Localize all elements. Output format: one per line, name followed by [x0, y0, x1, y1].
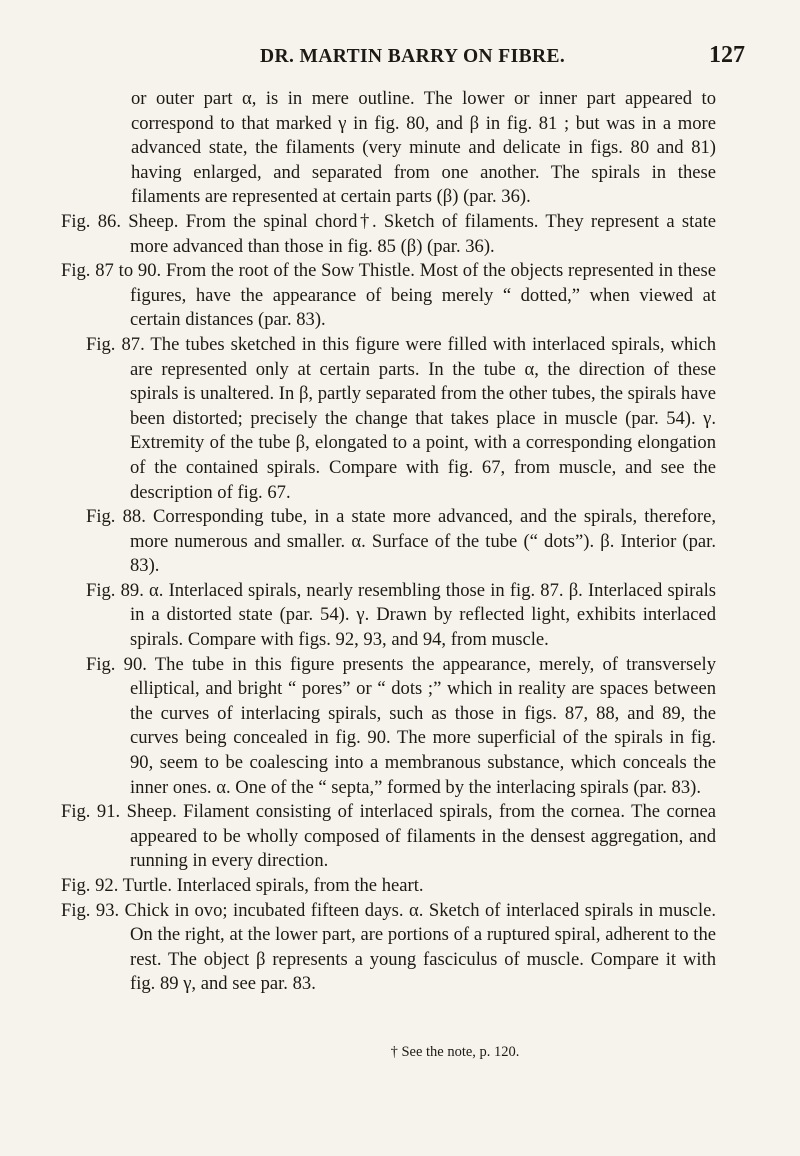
figure-entry-91	[0, 800, 800, 874]
figure-label: Fig. 86.	[61, 210, 121, 232]
figure-label: Fig. 87	[61, 260, 114, 282]
running-head: DR. MARTIN BARRY ON FIBRE.	[260, 46, 566, 67]
paragraph-text: Sheep. From the spinal chord†. Sketch of filaments. They represent a state more advanced than those in fig. 85 (β) (par. 36).	[121, 210, 716, 257]
footnote	[0, 1044, 800, 1061]
paragraph-text: Sheep. Filament consisting of interlaced spirals, from the cornea. The cornea appeared to be wholly composed of filaments in the densest aggregation, and running in every direction.	[120, 801, 717, 872]
figure-label: Fig. 92.	[61, 875, 119, 896]
page-header	[0, 42, 800, 72]
figure-entry-93	[0, 899, 800, 997]
page-number: 127	[709, 42, 745, 68]
paragraph-text: Chick in ovo; incubated fifteen days. α. Sketch of interlaced spirals in muscle. On the right, at the lower part, are portions of a ruptured spiral, adherent to the rest. The object β represents a young fasciculus of muscle. Compare it with fig. 89 γ, and see par. 83.	[119, 899, 717, 995]
figure-label: Fig. 90.	[86, 653, 147, 675]
paragraph-text: Turtle. Interlaced spirals, from the heart.	[118, 875, 424, 896]
paragraph-text: to 90. From the root of the Sow Thistle. Most of the objects represented in these figures, have the appearance of being merely “ dotted,” when viewed at certain distances (par. 83).	[113, 260, 716, 331]
paragraph-text: The tube in this figure presents the appearance, merely, of transversely elliptical, and bright “ pores” or “ dots ;” which in reality are spaces between the curves of interlacing spirals, such as those in figs. 87, 88, and 89, the curves being concealed in fig. 90. The more superficial of the spirals in fig. 90, seem to be coalescing into a membranous substance, which conceals the inner ones. α. One of the “ septa,” formed by the interlacing spirals (par. 83).	[130, 653, 716, 798]
paragraph-text: The tubes sketched in this figure were filled with interlaced spirals, which are represented only at certain parts. In the tube α, the direction of these spirals is unaltered. In β, partly separated from the other tubes, the spirals have been distorted; precisely the change that takes place in muscle (par. 54). γ. Extremity of the tube β, elongated to a point, with a corresponding elongation of the contained spirals. Compare with fig. 67, from muscle, and see the description of fig. 67.	[130, 333, 717, 503]
paragraph-text: α. Interlaced spirals, nearly resembling those in fig. 87. β. Interlaced spirals in a distorted state (par. 54). γ. Drawn by reflected light, exhibits interlaced spirals. Compare with figs. 92, 93, and 94, from muscle.	[130, 579, 716, 651]
figure-entry-92	[0, 874, 800, 899]
figure-label: Fig. 87.	[86, 333, 145, 355]
figure-label: Fig. 91.	[61, 801, 121, 823]
figure-entry-87-90	[0, 259, 800, 333]
paragraph-text: Corresponding tube, in a state more advanced, and the spirals, therefore, more numerous and smaller. α. Surface of the tube (“ dots”). β. Interior (par. 83).	[130, 506, 716, 577]
figure-label: Fig. 93.	[61, 899, 120, 921]
figure-label: Fig. 88.	[86, 506, 146, 528]
paragraph-continuation	[0, 87, 800, 210]
figure-entry-86	[0, 210, 800, 259]
figure-label: Fig. 89.	[86, 579, 144, 601]
figure-entry-90	[0, 653, 800, 801]
footnote-text: † See the note, p. 120.	[390, 1044, 520, 1060]
figure-entry-89	[0, 579, 800, 653]
body-text	[0, 87, 800, 997]
figure-entry-88	[0, 505, 800, 579]
paragraph-text: or outer part α, is in mere outline. The lower or inner part appeared to correspond to that marked γ in fig. 80, and β in fig. 81 ; but was in a more advanced state, the filaments (very minute and delicate in figs. 80 and 81) having enlarged, and separated from one another. The spirals in these filaments are represented at certain parts (β) (par. 36).	[131, 88, 716, 208]
figure-entry-87	[0, 333, 800, 505]
